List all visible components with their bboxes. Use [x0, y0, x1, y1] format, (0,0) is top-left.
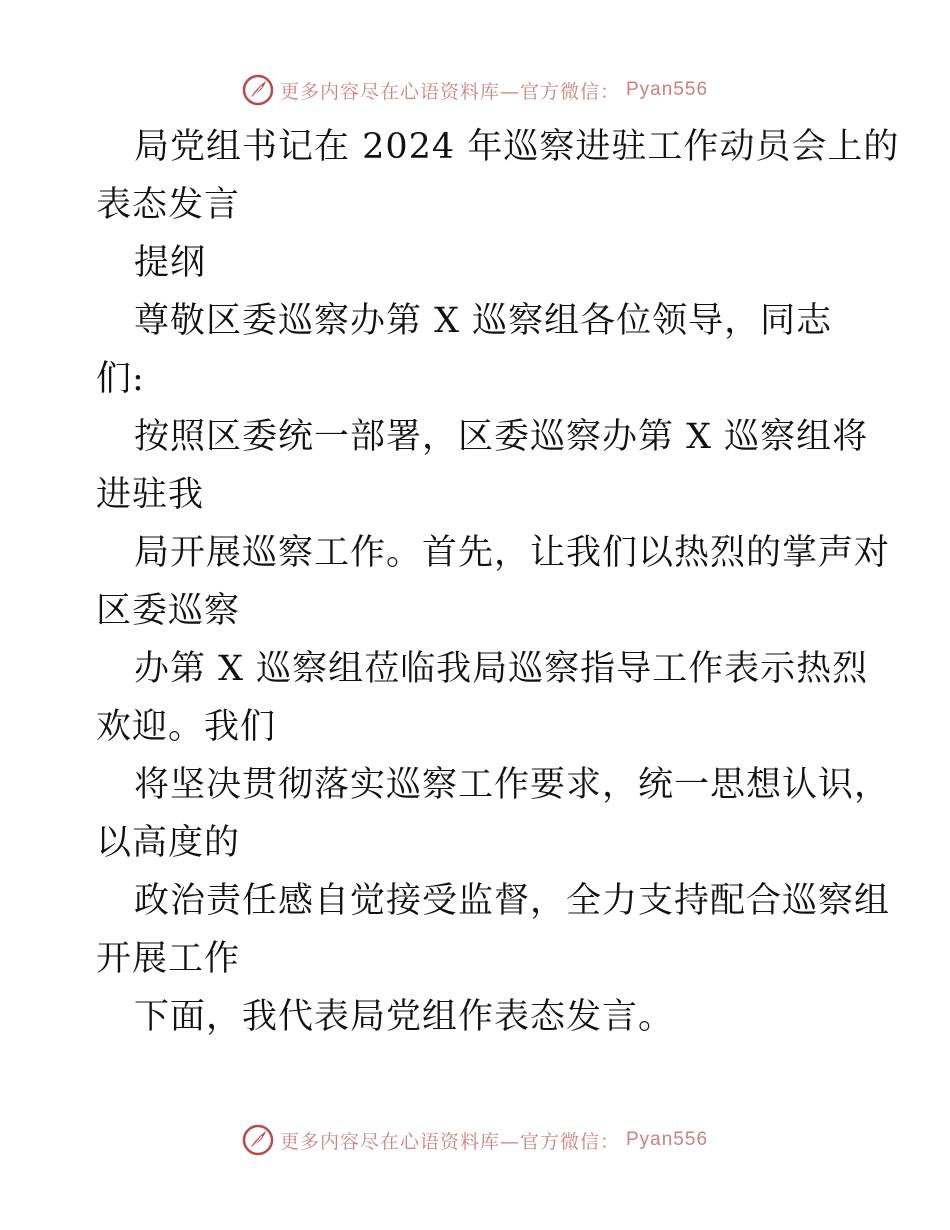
footer-banner-text: 更多内容尽在心语资料库—官方微信：: [279, 1130, 620, 1153]
feather-seal-icon: [242, 1124, 274, 1156]
document-line: 提纲: [134, 243, 207, 283]
document-line: 下面，我代表局党组作表态发言。: [134, 997, 675, 1037]
document-line: 区委巡察: [96, 591, 241, 631]
feather-seal-icon: [242, 74, 274, 106]
header-watermark-banner: [0, 72, 950, 108]
document-line: 开展工作: [96, 939, 241, 979]
document-body: [96, 118, 900, 1046]
document-line: 政治责任感自觉接受监督，全力支持配合巡察组: [134, 881, 891, 921]
document-line: 表态发言: [96, 185, 241, 225]
document-line: 尊敬区委巡察办第 X 巡察组各位领导，同志: [134, 301, 833, 341]
header-wechat-id: Pyan556: [626, 79, 709, 100]
document-line: 们:: [96, 359, 145, 399]
document-line: 局党组书记在 2024 年巡察进驻工作动员会上的: [134, 127, 900, 167]
header-banner-text: 更多内容尽在心语资料库—官方微信：: [279, 80, 620, 103]
document-line: 以高度的: [96, 823, 241, 863]
document-line: 局开展巡察工作。首先，让我们以热烈的掌声对: [134, 533, 891, 573]
document-line: 按照区委统一部署，区委巡察办第 X 巡察组将: [134, 417, 869, 457]
document-line: 将坚决贯彻落实巡察工作要求，统一思想认识，: [134, 765, 891, 805]
document-line: 办第 X 巡察组莅临我局巡察指导工作表示热烈: [134, 649, 869, 689]
footer-watermark-banner: [0, 1122, 950, 1158]
document-line: 欢迎。我们: [96, 707, 277, 747]
document-line: 进驻我: [96, 475, 205, 515]
footer-wechat-id: Pyan556: [626, 1129, 709, 1150]
